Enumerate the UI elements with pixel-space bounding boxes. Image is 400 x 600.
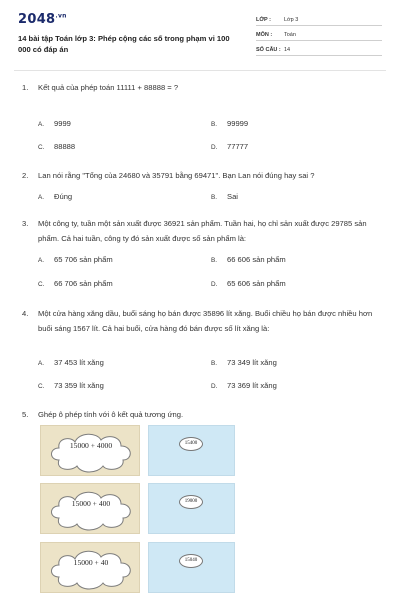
option-letter: B. xyxy=(211,257,218,264)
result-card-1[interactable] xyxy=(148,425,235,476)
document-title: 14 bài tập Toán lớp 3: Phép cộng các số trong phạm vi 100 000 có đáp án xyxy=(18,34,230,54)
result-value: 15400 xyxy=(179,437,203,451)
option-4b[interactable] xyxy=(211,357,277,370)
expression-card-2[interactable] xyxy=(40,483,140,534)
option-letter: C. xyxy=(38,144,45,151)
option-letter: A. xyxy=(38,360,45,367)
meta-subject xyxy=(256,29,382,41)
result-card-2[interactable] xyxy=(148,483,235,534)
question-number: 2. xyxy=(22,171,29,180)
option-2b[interactable] xyxy=(211,191,238,204)
option-4d[interactable] xyxy=(211,380,277,393)
option-letter: B. xyxy=(211,194,218,201)
logo-text: 2048 xyxy=(18,12,56,27)
option-text: 9999 xyxy=(54,119,71,128)
option-3b[interactable] xyxy=(211,254,286,267)
option-4c[interactable] xyxy=(38,380,104,393)
result-value: 19000 xyxy=(179,495,203,509)
option-text: 77777 xyxy=(227,142,249,151)
expression-text: 15000 + 4000 xyxy=(69,441,113,450)
question-number: 3. xyxy=(22,219,29,228)
cloud-shape-icon xyxy=(41,426,141,477)
header-divider xyxy=(14,70,386,71)
meta-value: Lớp 3 xyxy=(284,17,299,23)
option-letter: D. xyxy=(211,281,218,288)
option-letter: C. xyxy=(38,281,45,288)
meta-value: Toán xyxy=(284,32,296,38)
option-3c[interactable] xyxy=(38,278,113,291)
question-text: Ghép ô phép tính với ô kết quả tương ứng. xyxy=(38,410,184,419)
cloud-shape-icon xyxy=(41,484,141,535)
question-3 xyxy=(22,216,382,246)
question-text: Một cửa hàng xăng dầu, buổi sáng họ bán được 35896 lít xăng. Buổi chiều họ bán được nhiều hơn buổi sáng 1567 lít. Cả hai buổi, cửa hàng đó bán được số lít xăng là: xyxy=(38,309,373,333)
option-text: 37 453 lít xăng xyxy=(54,358,104,367)
option-2a[interactable] xyxy=(38,191,72,204)
expression-card-1[interactable] xyxy=(40,425,140,476)
option-letter: A. xyxy=(38,194,45,201)
expression-card-3[interactable] xyxy=(40,542,140,593)
option-text: Đúng xyxy=(54,192,73,201)
question-2 xyxy=(22,168,382,183)
option-letter: C. xyxy=(38,383,45,390)
meta-value: 14 xyxy=(284,47,291,53)
question-4 xyxy=(22,306,382,351)
meta-label: MÔN : xyxy=(256,32,273,38)
question-1 xyxy=(22,80,382,95)
question-text: Lan nói rằng "Tổng của 24680 và 35791 bằng 69471". Bạn Lan nói đúng hay sai ? xyxy=(38,171,315,180)
cloud-shape-icon xyxy=(41,543,141,594)
option-text: 88888 xyxy=(54,142,76,151)
question-number: 4. xyxy=(22,309,29,318)
question-5 xyxy=(22,407,382,422)
question-text: Kết quả của phép toán 11111 + 88888 = ? xyxy=(38,83,179,92)
option-text: 65 606 sản phẩm xyxy=(227,279,286,288)
option-text: 99999 xyxy=(227,119,249,128)
option-letter: B. xyxy=(211,360,218,367)
question-text: Một công ty, tuần một sản xuất được 36921 sản phẩm. Tuần hai, họ chỉ sản xuất được 29785 sản phẩm. Cả hai tuần, công ty đó sản xuất được số sản phẩm là: xyxy=(38,219,367,243)
meta-label: LỚP : xyxy=(256,17,271,23)
expression-text: 15000 + 400 xyxy=(71,499,111,508)
option-1c[interactable] xyxy=(38,141,75,154)
meta-question-count xyxy=(256,44,382,56)
option-letter: A. xyxy=(38,121,45,128)
option-letter: D. xyxy=(211,144,218,151)
question-number: 1. xyxy=(22,83,29,92)
option-3a[interactable] xyxy=(38,254,113,267)
meta-grade xyxy=(256,14,382,26)
logo-suffix: .vn xyxy=(55,12,67,20)
option-1d[interactable] xyxy=(211,141,248,154)
option-text: 73 369 lít xăng xyxy=(227,381,277,390)
result-card-3[interactable] xyxy=(148,542,235,593)
expression-text: 15000 + 40 xyxy=(73,558,109,567)
option-letter: B. xyxy=(211,121,218,128)
site-logo[interactable] xyxy=(18,12,67,27)
meta-label: SỐ CÂU : xyxy=(256,47,281,53)
option-text: 73 349 lít xăng xyxy=(227,358,277,367)
option-text: 73 359 lít xăng xyxy=(54,381,104,390)
option-3d[interactable] xyxy=(211,278,286,291)
option-text: 66 706 sản phẩm xyxy=(54,279,113,288)
option-text: 65 706 sản phẩm xyxy=(54,255,113,264)
option-1b[interactable] xyxy=(211,118,248,131)
question-number: 5. xyxy=(22,410,29,419)
option-letter: A. xyxy=(38,257,45,264)
option-text: 66 606 sản phẩm xyxy=(227,255,286,264)
result-value: 15040 xyxy=(179,554,203,568)
option-4a[interactable] xyxy=(38,357,104,370)
option-letter: D. xyxy=(211,383,218,390)
option-1a[interactable] xyxy=(38,118,71,131)
option-text: Sai xyxy=(227,192,238,201)
